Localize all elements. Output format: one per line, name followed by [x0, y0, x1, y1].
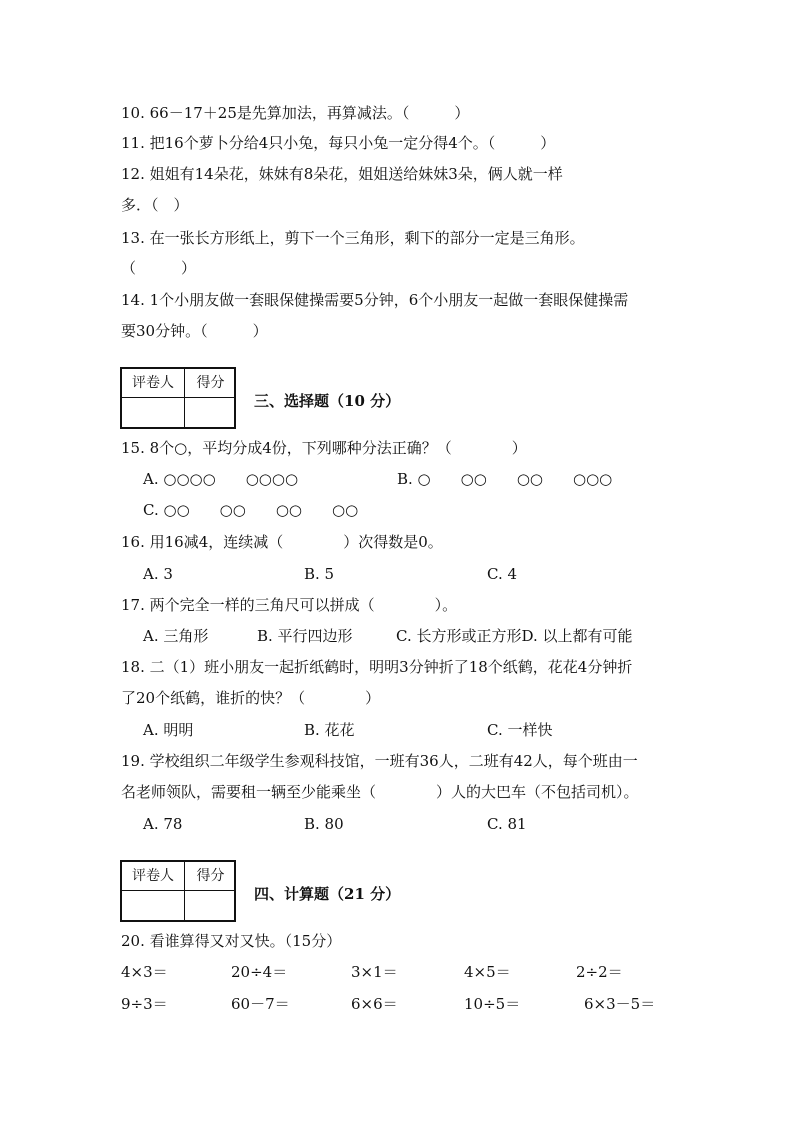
question-17-option-c-d: C. 长方形或正方形D. 以上都有可能	[396, 627, 633, 645]
calc-item: 4×5＝	[464, 963, 511, 981]
question-17-option-a: A. 三角形	[143, 627, 209, 645]
question-10: 10. 66－17＋25是先算加法，再算减法。（ ）	[121, 104, 470, 122]
calc-item: 4×3＝	[121, 963, 168, 981]
question-18-line-1: 18. 二（1）班小朋友一起折纸鹤时，明明3分钟折了18个纸鹤，花花4分钟折	[121, 658, 633, 676]
question-19-line-1: 19. 学校组织二年级学生参观科技馆，一班有36人，二班有42人，每个班由一	[121, 752, 638, 770]
calc-item: 9÷3＝	[121, 995, 168, 1013]
question-16: 16. 用16减4，连续减（ ）次得数是0。	[121, 533, 443, 551]
question-17-option-b: B. 平行四边形	[257, 627, 353, 645]
calc-item: 10÷5＝	[464, 995, 521, 1013]
calc-item: 60－7＝	[231, 995, 290, 1013]
score-label: 得分	[196, 868, 225, 884]
calc-item: 6×6＝	[351, 995, 398, 1013]
score-box-divider-horizontal	[122, 397, 234, 398]
question-15: 15. 8个○，平均分成4份，下列哪种分法正确？（ ）	[121, 439, 527, 457]
section-3-title: 三、选择题（10 分）	[254, 392, 401, 410]
question-18-option-a: A. 明明	[143, 721, 194, 739]
question-19-line-2: 名老师领队，需要租一辆至少能乘坐（ ）人的大巴车（不包括司机）。	[121, 783, 639, 801]
section-4-title: 四、计算题（21 分）	[254, 885, 401, 903]
question-12-line-1: 12. 姐姐有14朵花，妹妹有8朵花，姐姐送给妹妹3朵，俩人就一样	[121, 165, 563, 183]
calc-item: 3×1＝	[351, 963, 398, 981]
question-18-line-2: 了20个纸鹤，谁折的快？（ ）	[121, 689, 381, 707]
score-box-divider-vertical	[184, 369, 185, 427]
question-18-option-c: C. 一样快	[487, 721, 553, 739]
question-14-line-1: 14. 1个小朋友做一套眼保健操需要5分钟，6个小朋友一起做一套眼保健操需	[121, 291, 629, 309]
question-13-line-2: （ ）	[121, 259, 197, 277]
grader-label: 评卷人	[132, 868, 174, 884]
question-16-option-b: B. 5	[304, 565, 335, 583]
question-19-option-c: C. 81	[487, 815, 527, 833]
question-19-option-b: B. 80	[304, 815, 344, 833]
score-box-divider-vertical	[184, 862, 185, 920]
question-11: 11. 把16个萝卜分给4只小兔，每只小兔一定分得4个。（ ）	[121, 134, 556, 152]
score-box-section-4	[120, 860, 236, 922]
question-20: 20. 看谁算得又对又快。（15分）	[121, 932, 342, 950]
question-14-line-2: 要30分钟。（ ）	[121, 322, 268, 340]
question-16-option-a: A. 3	[143, 565, 173, 583]
calc-item: 2÷2＝	[576, 963, 623, 981]
score-box-divider-horizontal	[122, 890, 234, 891]
grader-label: 评卷人	[132, 375, 174, 391]
question-16-option-c: C. 4	[487, 565, 518, 583]
question-13-line-1: 13. 在一张长方形纸上，剪下一个三角形，剩下的部分一定是三角形。	[121, 229, 585, 247]
question-15-option-c: C. ○○ ○○ ○○ ○○	[143, 501, 359, 519]
calc-item: 6×3－5＝	[584, 995, 656, 1013]
question-18-option-b: B. 花花	[304, 721, 355, 739]
question-12-line-2: 多．（ ）	[121, 196, 189, 214]
question-15-option-a: A. ○○○○ ○○○○	[143, 470, 299, 488]
question-19-option-a: A. 78	[143, 815, 183, 833]
score-box-section-3	[120, 367, 236, 429]
score-label: 得分	[196, 375, 225, 391]
calc-item: 20÷4＝	[231, 963, 288, 981]
question-17: 17. 两个完全一样的三角尺可以拼成（ ）。	[121, 596, 458, 614]
question-15-option-b: B. ○ ○○ ○○ ○○○	[397, 470, 613, 488]
